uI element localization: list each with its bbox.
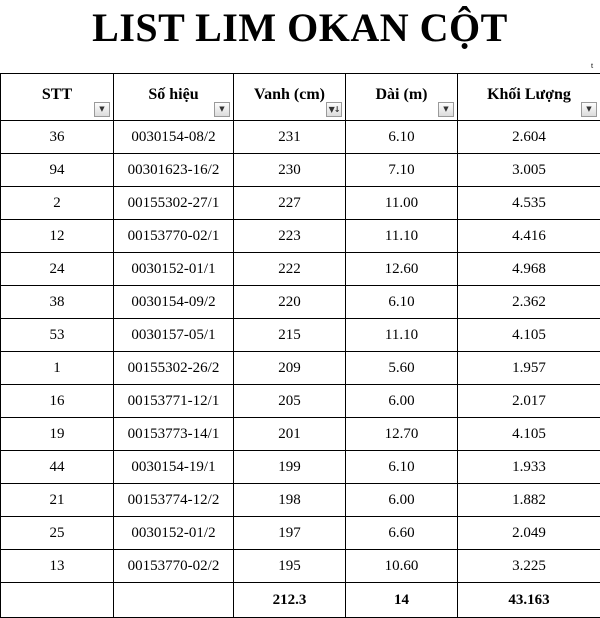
stt-cell[interactable]: 12 (1, 220, 114, 253)
table-row (1, 385, 600, 418)
khoi-luong-cell[interactable]: 2.017 (458, 385, 600, 418)
khoi-luong-cell[interactable]: 4.105 (458, 418, 600, 451)
so-hieu-cell[interactable]: 00153771-12/1 (114, 385, 234, 418)
dai-cell[interactable]: 11.00 (346, 187, 458, 220)
header-stt (1, 74, 114, 121)
dai-cell[interactable]: 7.10 (346, 154, 458, 187)
khoi-luong-cell[interactable]: 2.049 (458, 517, 600, 550)
table-row (1, 352, 600, 385)
khoi-luong-cell[interactable]: 2.604 (458, 121, 600, 154)
so-hieu-cell[interactable]: 0030152-01/2 (114, 517, 234, 550)
khoi-luong-cell[interactable]: 4.105 (458, 319, 600, 352)
vanh-cell[interactable]: 223 (234, 220, 346, 253)
dai-cell[interactable]: 6.10 (346, 121, 458, 154)
dai-cell[interactable]: 12.70 (346, 418, 458, 451)
stt-cell[interactable]: 94 (1, 154, 114, 187)
filter-dropdown-icon[interactable]: ▼ (94, 102, 110, 117)
stt-cell[interactable]: 24 (1, 253, 114, 286)
table-row (1, 319, 600, 352)
vanh-cell[interactable]: 201 (234, 418, 346, 451)
vanh-cell[interactable]: 205 (234, 385, 346, 418)
vanh-cell[interactable]: 197 (234, 517, 346, 550)
table-row (1, 517, 600, 550)
filter-dropdown-icon[interactable]: ▼ (581, 102, 597, 117)
vanh-cell[interactable]: 215 (234, 319, 346, 352)
so-hieu-cell[interactable]: 00301623-16/2 (114, 154, 234, 187)
totals-row (1, 583, 600, 618)
dai-cell[interactable]: 6.60 (346, 517, 458, 550)
header-label: Khối Lượng (487, 86, 571, 103)
table-row (1, 550, 600, 583)
dai-cell[interactable]: 11.10 (346, 319, 458, 352)
vanh-cell[interactable]: 199 (234, 451, 346, 484)
stt-cell[interactable]: 16 (1, 385, 114, 418)
sort-descending-filter-icon[interactable]: ▼↓ (326, 102, 342, 117)
khoi-luong-cell[interactable]: 3.005 (458, 154, 600, 187)
stt-cell[interactable]: 21 (1, 484, 114, 517)
table-row (1, 253, 600, 286)
so-hieu-cell[interactable]: 00153770-02/1 (114, 220, 234, 253)
khoi-luong-cell[interactable]: 1.933 (458, 451, 600, 484)
vanh-cell[interactable]: 231 (234, 121, 346, 154)
table-row (1, 484, 600, 517)
so-hieu-cell[interactable]: 00155302-27/1 (114, 187, 234, 220)
stt-cell[interactable]: 53 (1, 319, 114, 352)
header-label: STT (42, 86, 72, 103)
khoi-luong-cell[interactable]: 4.968 (458, 253, 600, 286)
dai-cell[interactable]: 6.00 (346, 484, 458, 517)
header-row (1, 74, 600, 121)
vanh-cell[interactable]: 220 (234, 286, 346, 319)
khoi-luong-cell[interactable]: 3.225 (458, 550, 600, 583)
table-row (1, 121, 600, 154)
total-vanh-average[interactable]: 212.3 (234, 583, 346, 618)
header-dai (346, 74, 458, 121)
khoi-luong-cell[interactable]: 1.882 (458, 484, 600, 517)
vanh-cell[interactable]: 230 (234, 154, 346, 187)
sheet-title: LIST LIM OKAN CỘT (0, 4, 600, 52)
stt-cell[interactable]: 44 (1, 451, 114, 484)
stt-cell[interactable]: 13 (1, 550, 114, 583)
total-dai[interactable]: 14 (346, 583, 458, 618)
vanh-cell[interactable]: 209 (234, 352, 346, 385)
header-vanh (234, 74, 346, 121)
table-row (1, 220, 600, 253)
so-hieu-cell[interactable]: 0030154-19/1 (114, 451, 234, 484)
vanh-cell[interactable]: 195 (234, 550, 346, 583)
khoi-luong-cell[interactable]: 2.362 (458, 286, 600, 319)
vanh-cell[interactable]: 227 (234, 187, 346, 220)
so-hieu-cell[interactable]: 0030154-09/2 (114, 286, 234, 319)
filter-dropdown-icon[interactable]: ▼ (438, 102, 454, 117)
stt-cell[interactable]: 25 (1, 517, 114, 550)
table-row (1, 451, 600, 484)
so-hieu-cell[interactable]: 0030154-08/2 (114, 121, 234, 154)
so-hieu-cell[interactable]: 00155302-26/2 (114, 352, 234, 385)
total-cell[interactable] (114, 583, 234, 618)
so-hieu-cell[interactable]: 0030157-05/1 (114, 319, 234, 352)
table-row (1, 286, 600, 319)
khoi-luong-cell[interactable]: 4.535 (458, 187, 600, 220)
header-label: Dài (m) (376, 86, 428, 103)
stt-cell[interactable]: 36 (1, 121, 114, 154)
khoi-luong-cell[interactable]: 4.416 (458, 220, 600, 253)
data-table (0, 73, 600, 618)
total-khoi-luong[interactable]: 43.163 (458, 583, 600, 618)
header-so-hieu (114, 74, 234, 121)
header-label: Vanh (cm) (254, 86, 325, 103)
header-khoi-luong (458, 74, 600, 121)
so-hieu-cell[interactable]: 0030152-01/1 (114, 253, 234, 286)
table-row (1, 418, 600, 451)
filter-dropdown-icon[interactable]: ▼ (214, 102, 230, 117)
stt-cell[interactable]: 2 (1, 187, 114, 220)
dai-cell[interactable]: 10.60 (346, 550, 458, 583)
corner-mark: t (591, 62, 593, 70)
stt-cell[interactable]: 1 (1, 352, 114, 385)
header-label: Số hiệu (148, 86, 198, 103)
stt-cell[interactable]: 19 (1, 418, 114, 451)
dai-cell[interactable]: 12.60 (346, 253, 458, 286)
khoi-luong-cell[interactable]: 1.957 (458, 352, 600, 385)
table-row (1, 154, 600, 187)
dai-cell[interactable]: 6.10 (346, 286, 458, 319)
table-row (1, 187, 600, 220)
dai-cell[interactable]: 5.60 (346, 352, 458, 385)
dai-cell[interactable]: 6.00 (346, 385, 458, 418)
total-cell[interactable] (1, 583, 114, 618)
vanh-cell[interactable]: 222 (234, 253, 346, 286)
stt-cell[interactable]: 38 (1, 286, 114, 319)
dai-cell[interactable]: 6.10 (346, 451, 458, 484)
vanh-cell[interactable]: 198 (234, 484, 346, 517)
so-hieu-cell[interactable]: 00153770-02/2 (114, 550, 234, 583)
so-hieu-cell[interactable]: 00153774-12/2 (114, 484, 234, 517)
so-hieu-cell[interactable]: 00153773-14/1 (114, 418, 234, 451)
dai-cell[interactable]: 11.10 (346, 220, 458, 253)
